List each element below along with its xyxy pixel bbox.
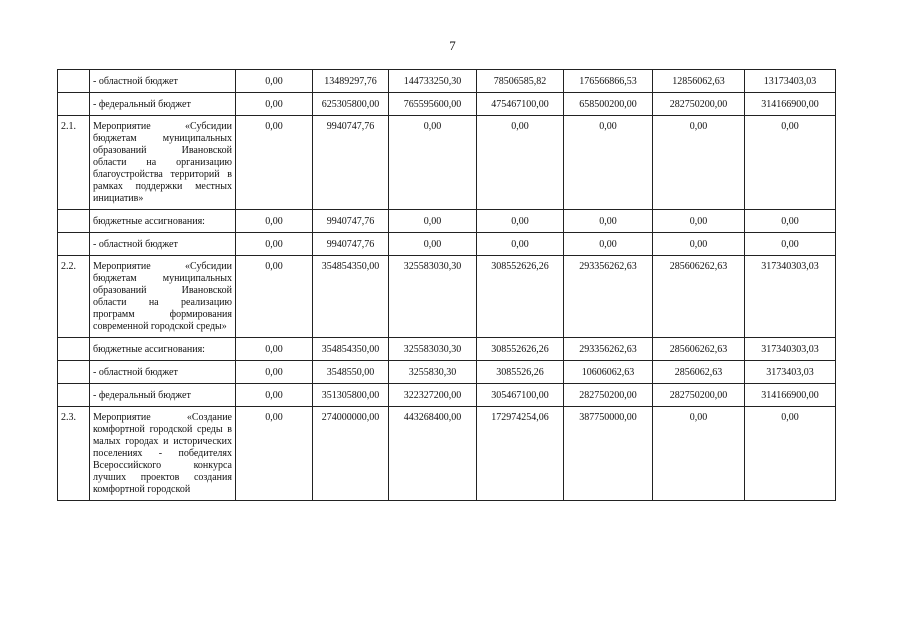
amount-cell: 0,00 <box>653 233 745 256</box>
row-code <box>58 384 90 407</box>
amount-cell: 9940747,76 <box>313 210 389 233</box>
row-code <box>58 233 90 256</box>
row-code <box>58 338 90 361</box>
table-row <box>58 256 836 338</box>
amount-cell: 0,00 <box>564 233 653 256</box>
amount-cell: 317340303,03 <box>745 256 836 338</box>
amount-cell: 0,00 <box>477 116 564 210</box>
amount-cell: 0,00 <box>389 210 477 233</box>
amount-cell: 325583030,30 <box>389 338 477 361</box>
amount-cell: 314166900,00 <box>745 384 836 407</box>
amount-cell: 0,00 <box>236 70 313 93</box>
measure-description: Мероприятие «Субсидии бюджетам муниципальных образований Ивановской области на организацию благоустройства территорий в рамках поддержки местных инициатив» <box>90 116 236 210</box>
amount-cell: 12856062,63 <box>653 70 745 93</box>
amount-cell: 765595600,00 <box>389 93 477 116</box>
amount-cell: 0,00 <box>653 407 745 501</box>
amount-cell: 354854350,00 <box>313 338 389 361</box>
amount-cell: 0,00 <box>745 116 836 210</box>
amount-cell: 322327200,00 <box>389 384 477 407</box>
amount-cell: 0,00 <box>745 407 836 501</box>
amount-cell: 282750200,00 <box>653 384 745 407</box>
amount-cell: 282750200,00 <box>564 384 653 407</box>
amount-cell: 3173403,03 <box>745 361 836 384</box>
row-code: 2.3. <box>58 407 90 501</box>
amount-cell: 625305800,00 <box>313 93 389 116</box>
page-number: 7 <box>449 38 456 53</box>
amount-cell: 144733250,30 <box>389 70 477 93</box>
amount-cell: 0,00 <box>564 116 653 210</box>
row-code <box>58 361 90 384</box>
amount-cell: 274000000,00 <box>313 407 389 501</box>
amount-cell: 0,00 <box>745 233 836 256</box>
table-row <box>58 361 836 384</box>
amount-cell: 354854350,00 <box>313 256 389 338</box>
amount-cell: 0,00 <box>745 210 836 233</box>
amount-cell: 285606262,63 <box>653 338 745 361</box>
amount-cell: 308552626,26 <box>477 256 564 338</box>
amount-cell: 282750200,00 <box>653 93 745 116</box>
row-label: - областной бюджет <box>90 70 236 93</box>
row-label: - федеральный бюджет <box>90 93 236 116</box>
amount-cell: 0,00 <box>389 116 477 210</box>
amount-cell: 285606262,63 <box>653 256 745 338</box>
amount-cell: 0,00 <box>236 116 313 210</box>
amount-cell: 9940747,76 <box>313 116 389 210</box>
amount-cell: 314166900,00 <box>745 93 836 116</box>
table-row <box>58 384 836 407</box>
amount-cell: 10606062,63 <box>564 361 653 384</box>
amount-cell: 2856062,63 <box>653 361 745 384</box>
row-code <box>58 70 90 93</box>
amount-cell: 0,00 <box>653 116 745 210</box>
row-code <box>58 93 90 116</box>
amount-cell: 387750000,00 <box>564 407 653 501</box>
amount-cell: 475467100,00 <box>477 93 564 116</box>
amount-cell: 0,00 <box>236 361 313 384</box>
row-code: 2.2. <box>58 256 90 338</box>
amount-cell: 293356262,63 <box>564 256 653 338</box>
amount-cell: 3085526,26 <box>477 361 564 384</box>
amount-cell: 317340303,03 <box>745 338 836 361</box>
amount-cell: 78506585,82 <box>477 70 564 93</box>
amount-cell: 325583030,30 <box>389 256 477 338</box>
row-label: - областной бюджет <box>90 361 236 384</box>
amount-cell: 0,00 <box>477 210 564 233</box>
table-row <box>58 338 836 361</box>
amount-cell: 13489297,76 <box>313 70 389 93</box>
measure-description: Мероприятие «Субсидии бюджетам муниципальных образований Ивановской области на реализацию программ формирования современной городской среды» <box>90 256 236 338</box>
table-body <box>58 70 836 501</box>
row-label: - федеральный бюджет <box>90 384 236 407</box>
amount-cell: 0,00 <box>477 233 564 256</box>
amount-cell: 0,00 <box>236 210 313 233</box>
row-code: 2.1. <box>58 116 90 210</box>
table-row <box>58 233 836 256</box>
amount-cell: 0,00 <box>564 210 653 233</box>
budget-table <box>57 69 836 501</box>
amount-cell: 9940747,76 <box>313 233 389 256</box>
table-row <box>58 210 836 233</box>
amount-cell: 3255830,30 <box>389 361 477 384</box>
amount-cell: 0,00 <box>236 338 313 361</box>
row-label: бюджетные ассигнования: <box>90 210 236 233</box>
amount-cell: 0,00 <box>236 233 313 256</box>
amount-cell: 0,00 <box>236 93 313 116</box>
table-row <box>58 116 836 210</box>
row-code <box>58 210 90 233</box>
amount-cell: 351305800,00 <box>313 384 389 407</box>
row-label: бюджетные ассигнования: <box>90 338 236 361</box>
measure-description: Мероприятие «Создание комфортной городской среды в малых городах и исторических поселениях - победителях Всероссийского конкурса лучших проектов создания комфортной городской <box>90 407 236 501</box>
amount-cell: 0,00 <box>236 256 313 338</box>
amount-cell: 13173403,03 <box>745 70 836 93</box>
amount-cell: 305467100,00 <box>477 384 564 407</box>
table-row <box>58 93 836 116</box>
amount-cell: 0,00 <box>389 233 477 256</box>
row-label: - областной бюджет <box>90 233 236 256</box>
table-row <box>58 70 836 93</box>
amount-cell: 0,00 <box>236 407 313 501</box>
amount-cell: 293356262,63 <box>564 338 653 361</box>
amount-cell: 0,00 <box>653 210 745 233</box>
amount-cell: 443268400,00 <box>389 407 477 501</box>
amount-cell: 658500200,00 <box>564 93 653 116</box>
amount-cell: 0,00 <box>236 384 313 407</box>
amount-cell: 172974254,06 <box>477 407 564 501</box>
amount-cell: 3548550,00 <box>313 361 389 384</box>
amount-cell: 176566866,53 <box>564 70 653 93</box>
table-row <box>58 407 836 501</box>
amount-cell: 308552626,26 <box>477 338 564 361</box>
